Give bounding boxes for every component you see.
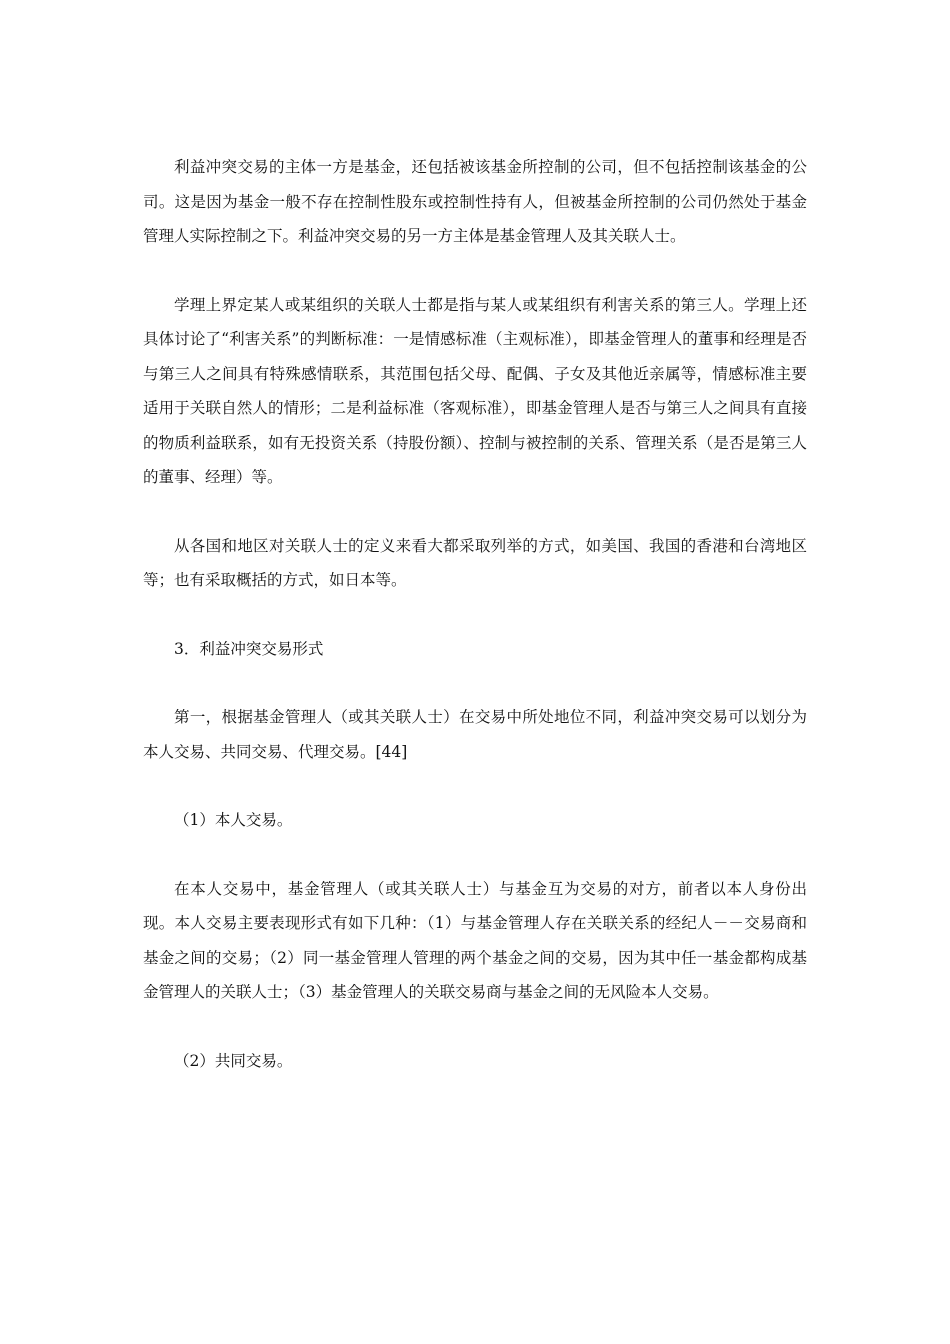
document-body: [143, 150, 807, 1112]
paragraph-related-party-definition: 学理上界定某人或某组织的关联人士都是指与某人或某组织有利害关系的第三人。学理上还具体讨论了“利害关系”的判断标准：一是情感标准（主观标准），即基金管理人的董事和经理是否与第三人之间具有特殊感情联系，其范围包括父母、配偶、子女及其他近亲属等，情感标准主要适用于关联自然人的情形；二是利益标准（客观标准），即基金管理人是否与第三人之间具有直接的物质利益联系，如有无投资关系（持股份额）、控制与被控制的关系、管理关系（是否是第三人的董事、经理）等。: [143, 295, 807, 486]
subheading-joint-transaction: （2）共同交易。: [174, 1051, 293, 1070]
section-heading-transaction-forms: 3．利益冲突交易形式: [174, 639, 324, 658]
paragraph-jurisdictions: 从各国和地区对关联人士的定义来看大都采取列举的方式，如美国、我国的香港和台湾地区等；也有采取概括的方式，如日本等。: [143, 536, 807, 589]
paragraph-principal-transaction: 在本人交易中，基金管理人（或其关联人士）与基金互为交易的对方，前者以本人身份出现。本人交易主要表现形式有如下几种：（1）与基金管理人存在关联关系的经纪人－－交易商和基金之间的交易；（2）同一基金管理人管理的两个基金之间的交易，因为其中任一基金都构成基金管理人的关联人士；（3）基金管理人的关联交易商与基金之间的无风险本人交易。: [143, 879, 807, 1001]
paragraph-classification: 第一，根据基金管理人（或其关联人士）在交易中所处地位不同，利益冲突交易可以划分为本人交易、共同交易、代理交易。[44]: [143, 708, 807, 761]
subheading-principal-transaction: （1）本人交易。: [174, 811, 293, 829]
paragraph-transaction-parties: 利益冲突交易的主体一方是基金，还包括被该基金所控制的公司，但不包括控制该基金的公司。这是因为基金一般不存在控制性股东或控制性持有人，但被基金所控制的公司仍然处于基金管理人实际控制之下。利益冲突交易的另一方主体是基金管理人及其关联人士。: [143, 158, 807, 245]
